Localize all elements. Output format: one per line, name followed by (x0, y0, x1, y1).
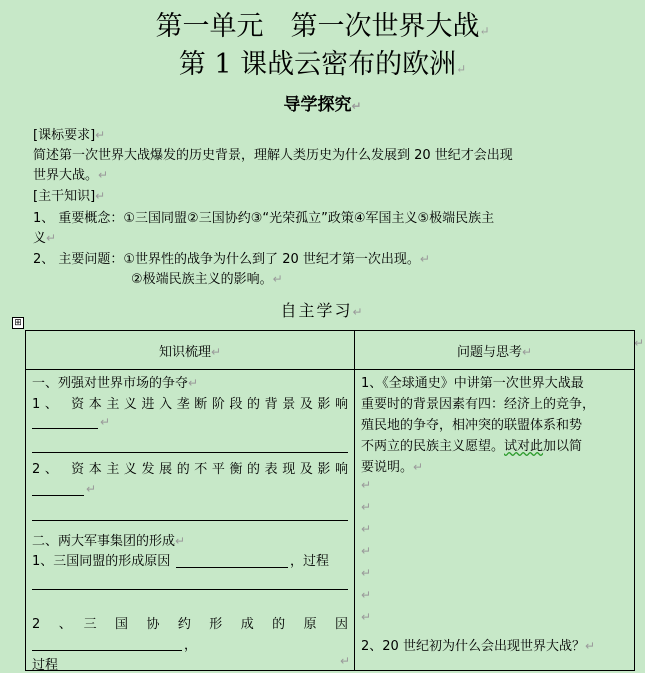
curriculum-text-line1: 简述第一次世界大战爆发的历史背景，理解人类历史为什么发展到 20 世纪才会出现 (33, 148, 513, 163)
header-questions: 问题与思考↵ (355, 331, 635, 370)
blank-line[interactable] (176, 567, 288, 568)
curriculum-text-line2: 世界大战。↵ (33, 168, 109, 183)
issues-line1: 2、 主要问题：①世界性的战争为什么到了 20 世纪才第一次出现。↵ (33, 252, 430, 267)
question-1-line-1: 1、《全球通史》中讲第一次世界大战最 (361, 376, 584, 391)
para-mark: ↵ (361, 500, 372, 514)
left-line-1: 一、列强对世界市场的争夺↵ (32, 376, 199, 391)
blank-line[interactable] (32, 452, 348, 453)
self-study-heading: 自主学习↵ (280, 301, 365, 320)
section-subtitle: 导学探究↵ (283, 95, 362, 115)
knowledge-cell[interactable] (26, 370, 355, 671)
row-end-mark: ↵ (634, 336, 645, 350)
para-mark: ↵ (86, 482, 97, 496)
para-mark: ↵ (100, 415, 111, 429)
blank-line[interactable] (32, 428, 98, 429)
question-1-line-3: 殖民地的争夺，相冲突的联盟体系和势 (361, 418, 583, 433)
main-knowledge-label: [主干知识]↵ (33, 189, 106, 204)
para-mark: ↵ (361, 522, 372, 536)
table-move-handle-icon[interactable]: ⊞ (12, 317, 24, 329)
questions-cell[interactable] (355, 370, 635, 671)
blank-line[interactable] (32, 520, 348, 521)
para-mark: ↵ (361, 588, 372, 602)
para-mark: ↵ (361, 610, 372, 624)
para-mark: ↵ (361, 544, 372, 558)
left-line-6: ，过程 (290, 554, 330, 569)
issues-line2: ②极端民族主义的影响。↵ (131, 272, 283, 287)
left-line-7: 2 、 三 国 协 约 形 成 的 原 因 (32, 617, 348, 632)
question-2: 2、20 世纪初为什么会出现世界大战？↵ (361, 639, 596, 654)
para-mark: ↵ (361, 566, 372, 580)
blank-line[interactable] (32, 650, 182, 651)
header-knowledge: 知识梳理↵ (26, 331, 355, 370)
para-mark: ↵ (340, 654, 351, 668)
para-mark: ↵ (361, 478, 372, 492)
blank-line[interactable] (32, 589, 348, 590)
blank-line[interactable] (32, 495, 84, 496)
question-1-line-2: 重要时的背景因素有四：经济上的竞争， (361, 397, 596, 412)
left-line-9: 过程 (32, 658, 59, 673)
left-line-2: 1、 资本主义进入垄断阶段的背景及影响 (32, 397, 348, 412)
left-line-5: 1、三国同盟的形成原因 (32, 554, 171, 569)
question-1-line-5: 要说明。↵ (361, 460, 424, 475)
left-line-4: 二、两大军事集团的形成↵ (32, 534, 186, 549)
curriculum-label: [课标要求]↵ (33, 128, 106, 143)
left-line-8: ， (184, 638, 198, 653)
unit-title: 第一单元 第一次世界大战↵ (155, 11, 490, 42)
concepts-line1: 1、 重要概念：①三国同盟②三国协约③“光荣孤立”政策④军国主义⑤极端民族主 (33, 211, 495, 226)
concepts-line2: 义↵ (33, 231, 57, 246)
left-line-3: 2、 资本主义发展的不平衡的表现及影响 (32, 462, 348, 477)
study-table (25, 330, 635, 671)
question-1-line-4: 不两立的民族主义愿望。试对此加以简 (361, 439, 583, 454)
lesson-title: 第 1 课战云密布的欧洲↵ (178, 49, 467, 80)
